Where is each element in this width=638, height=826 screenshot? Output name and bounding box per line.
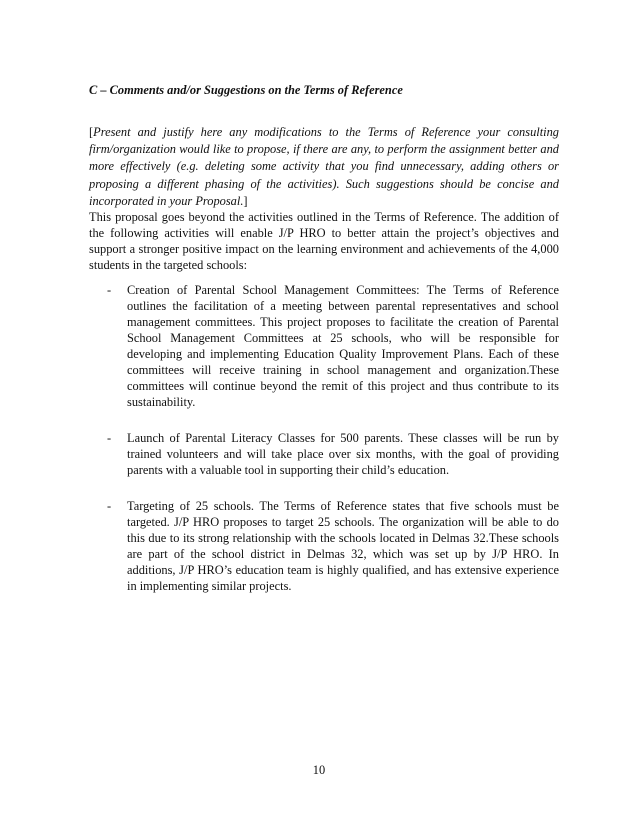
bullet-marker: - <box>107 499 112 513</box>
list-item <box>89 498 559 594</box>
close-bracket: ] <box>243 193 248 208</box>
activities-list <box>89 282 559 614</box>
list-item <box>89 430 559 478</box>
bullet-marker: - <box>107 283 112 297</box>
instructions-paragraph <box>89 124 559 210</box>
page-number: 10 <box>312 763 326 777</box>
list-item-text: Targeting of 25 schools. The Terms of Reference states that five schools must be targeted. J/P HRO proposes to target 25 schools. The organization will be able to do this due to its strong relationship with the schools located in Delmas 32.These schools are part of the school district in Delmas 32, which was set up by J/P HRO. In additions, J/P HRO’s education team is highly qualified, and has extensive experience in implementing similar projects. <box>127 499 559 593</box>
bullet-marker: - <box>107 431 112 445</box>
instructions-text: Present and justify here any modifications to the Terms of Reference your consulting firm/organization would like to propose, if there are any, to perform the assignment better and more effectively (e.g. deleting some activity that you find unnecessary, adding others or proposing a different phasing of the activities). Such suggestions should be concise and incorporated in your Proposal. <box>89 125 559 208</box>
list-item-text: Launch of Parental Literacy Classes for 500 parents. These classes will be run by trained volunteers and will take place over six months, with the goal of providing parents with a valuable tool in supporting their child’s education. <box>127 431 559 477</box>
list-item-text: Creation of Parental School Management Committees: The Terms of Reference outlines the facilitation of a meeting between parental representatives and school management committees. This project proposes to facilitate the creation of Parental School Management Committees at 25 schools, who will be responsible for developing and implementing Education Quality Improvement Plans. Each of these committees will receive training in school management and organization.These committees will continue beyond the remit of this project and thus contribute to its sustainability. <box>127 283 559 409</box>
open-bracket: [ <box>89 125 94 139</box>
section-heading: C – Comments and/or Suggestions on the Terms of Reference <box>89 83 403 97</box>
intro-paragraph: This proposal goes beyond the activities outlined in the Terms of Reference. The addition of the following activities will enable J/P HRO to better attain the project’s objectives and support a stronger positive impact on the learning environment and achievements of the 4,000 students in the targeted schools: <box>89 210 559 272</box>
list-item <box>89 282 559 410</box>
